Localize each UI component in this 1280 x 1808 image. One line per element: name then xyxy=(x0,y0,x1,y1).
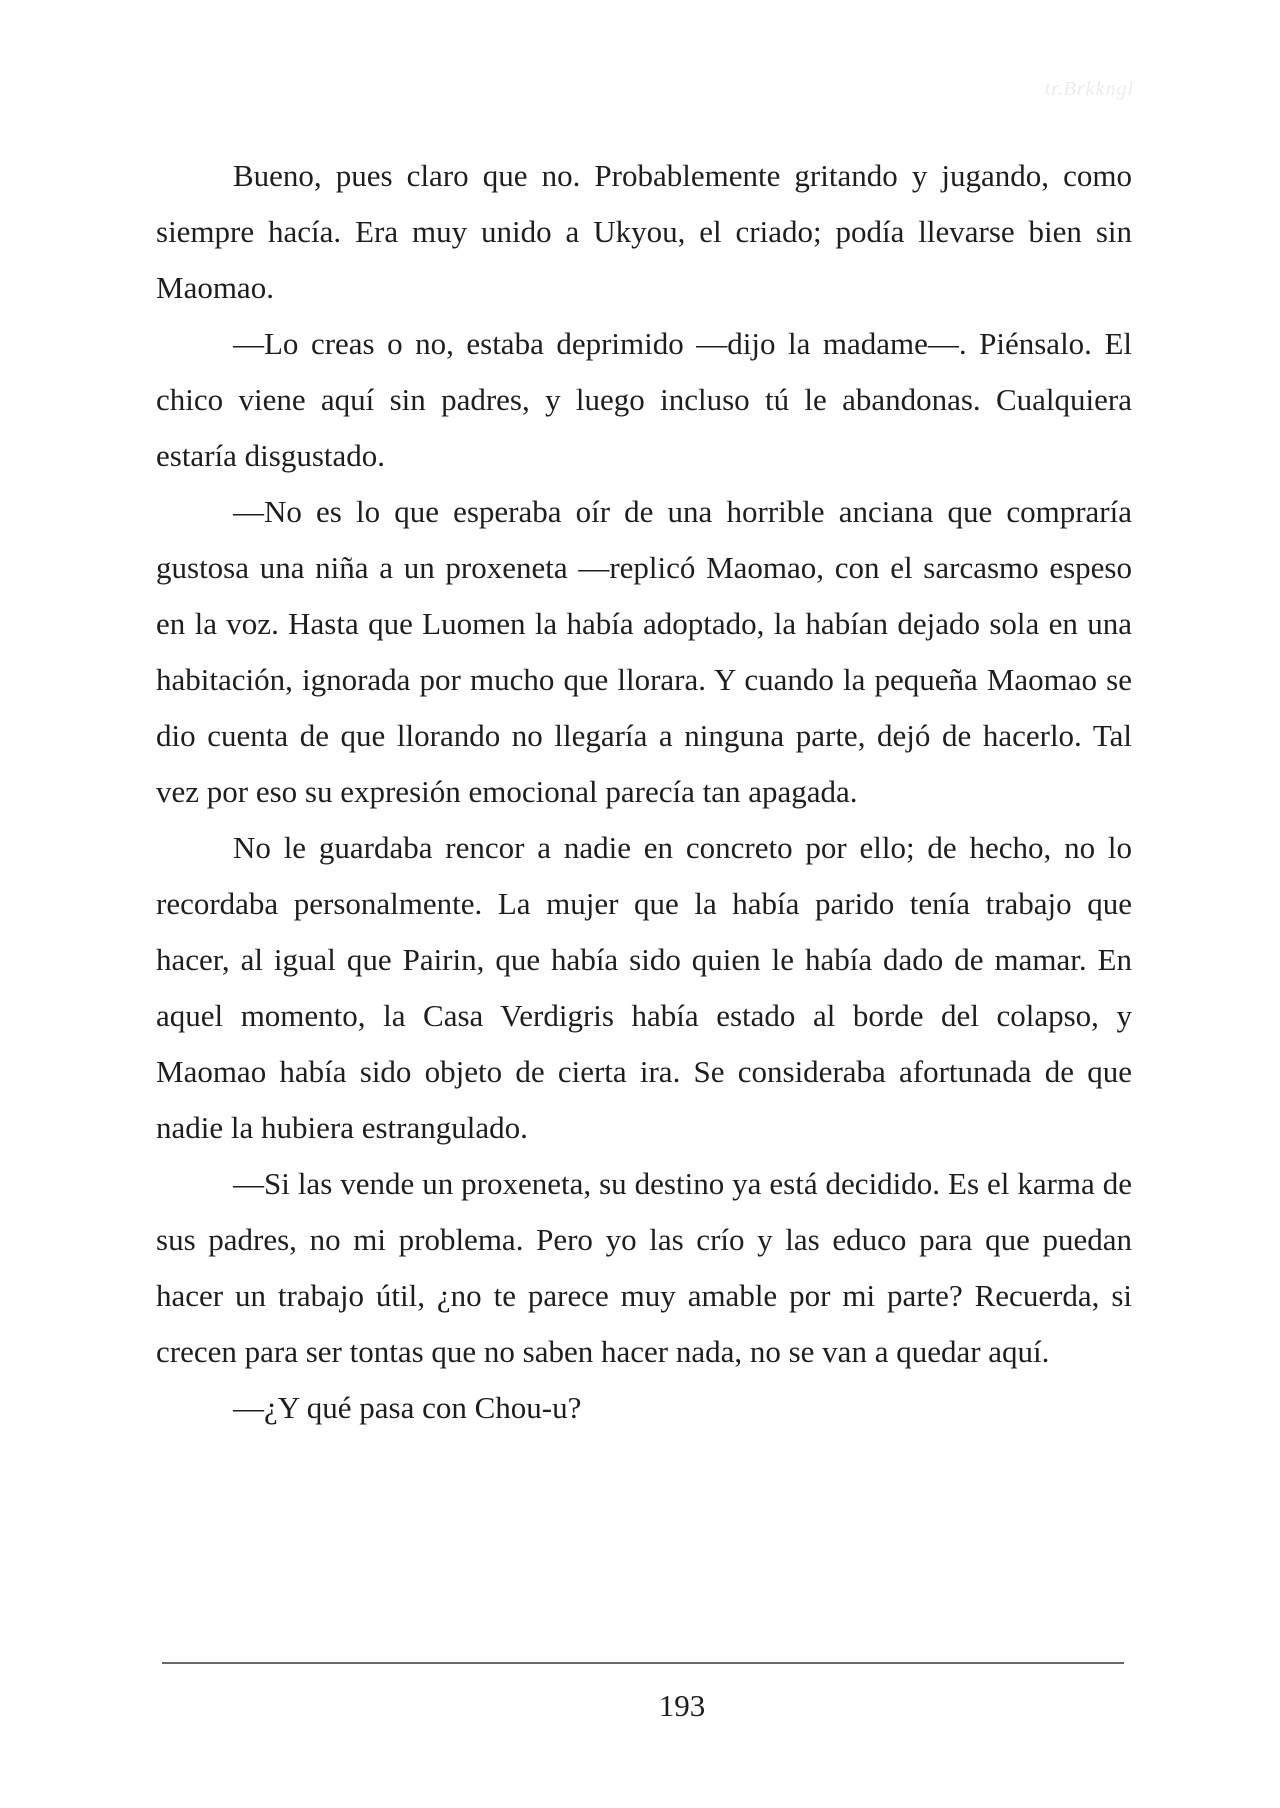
body-text xyxy=(156,148,1132,1436)
paragraph: No le guardaba rencor a nadie en concreto por ello; de hecho, no lo recordaba personalmente. La mujer que la había parido tenía trabajo que hacer, al igual que Pairin, que había sido quien le había dado de mamar. En aquel momento, la Casa Verdigris había estado al borde del colapso, y Maomao había sido objeto de cierta ira. Se consideraba afortunada de que nadie la hubiera estrangulado. xyxy=(156,830,1132,1145)
footer-rule xyxy=(162,1662,1124,1664)
paragraph: Bueno, pues claro que no. Probablemente gritando y jugando, como siempre hacía. Era muy unido a Ukyou, el criado; podía llevarse bien sin Maomao. xyxy=(156,158,1132,305)
paragraph: —No es lo que esperaba oír de una horrible anciana que compraría gustosa una niña a un proxeneta —replicó Maomao, con el sarcasmo espeso en la voz. Hasta que Luomen la había adoptado, la habían dejado sola en una habitación, ignorada por mucho que llorara. Y cuando la pequeña Maomao se dio cuenta de que llorando no llegaría a ninguna parte, dejó de hacerlo. Tal vez por eso su expresión emocional parecía tan apagada. xyxy=(156,494,1132,809)
page-number: 193 xyxy=(658,1688,706,1723)
paragraph: —Si las vende un proxeneta, su destino ya está decidido. Es el karma de sus padres, no mi problema. Pero yo las crío y las educo para que puedan hacer un trabajo útil, ¿no te parece muy amable por mi parte? Recuerda, si crecen para ser tontas que no saben hacer nada, no se van a quedar aquí. xyxy=(156,1166,1132,1369)
paragraph: —Lo creas o no, estaba deprimido —dijo la madame—. Piénsalo. El chico viene aquí sin padres, y luego incluso tú le abandonas. Cualquiera estaría disgustado. xyxy=(156,326,1132,473)
watermark: tr.Brkkngl xyxy=(1044,78,1134,100)
paragraph: —¿Y qué pasa con Chou-u? xyxy=(233,1390,582,1425)
